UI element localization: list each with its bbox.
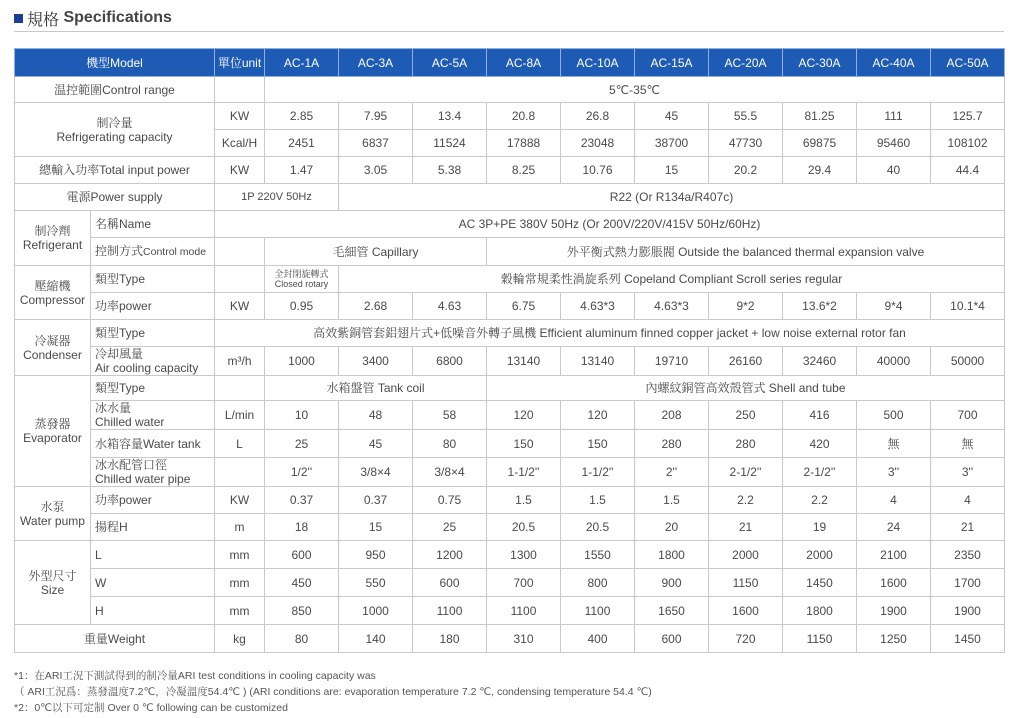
- title-cn: 規格: [27, 11, 60, 29]
- model-col: AC-3A: [339, 49, 413, 77]
- table-row: 總輸入功率Total input power KW 1.47 3.05 5.38 8.25 10.76 15 20.2 29.4 40 44.4: [15, 157, 1005, 184]
- title-square-icon: [14, 14, 23, 23]
- unit-header: 單位unit: [215, 49, 265, 77]
- table-row: 揚程H m 18 15 25 20.5 20.5 20 21 19 24 21: [15, 514, 1005, 541]
- footnote: *2：0℃以下可定制 Over 0 ℃ following can be customized: [14, 702, 288, 714]
- table-row: 重量Weight kg 80 140 180 310 400 600 720 1150 1250 1450: [15, 625, 1005, 653]
- table-row: 冷却風量 Air cooling capacity m³/h 1000 3400 6800 13140 13140 19710 26160 32460 40000 50000: [15, 347, 1005, 376]
- footnote: *1：在ARI工況下測試得到的制冷量ARI test conditions in cooling capacity was: [14, 670, 376, 682]
- table-row: 水泵 Water pump 功率power KW 0.37 0.37 0.75 1.5 1.5 1.5 2.2 2.2 4 4: [15, 487, 1005, 514]
- title-en: Specifications: [63, 9, 172, 26]
- compressor-label: 壓縮機 Compressor: [15, 266, 91, 320]
- table-row: 冷凝器 Condenser 類型Type 高效紫銅管套鋁翅片式+低噪音外轉子風機 Efficient aluminum finned copper jacket + low noise external rotor fan: [15, 320, 1005, 347]
- model-col: AC-30A: [783, 49, 857, 77]
- table-row: 外型尺寸 Size L mm 600 950 1200 1300 1550 1800 2000 2000 2100 2350: [15, 541, 1005, 569]
- control-range-value: 5℃-35℃: [265, 77, 1005, 103]
- table-row: 功率power KW 0.95 2.68 4.63 6.75 4.63*3 4.63*3 9*2 13.6*2 9*4 10.1*4: [15, 293, 1005, 320]
- table-row: W mm 450 550 600 700 800 900 1150 1450 1600 1700: [15, 569, 1005, 597]
- total-input-label: 總輸入功率Total input power: [15, 157, 215, 184]
- model-header: 機型Model: [15, 49, 215, 77]
- table-row: 制冷量 Refrigerating capacity KW 2.85 7.95 13.4 20.8 26.8 45 55.5 81.25 111 125.7: [15, 103, 1005, 130]
- footnote: （ ARI工況爲：蒸發溫度7.2℃，冷凝溫度54.4℃ ) (ARI conditions are: evaporation temperature 7.2 ℃, condensing temperature 54.4 ℃): [14, 686, 652, 698]
- power-supply-label: 電源Power supply: [15, 184, 215, 211]
- table-row: 制冷劑 Refrigerant 名稱Name AC 3P+PE 380V 50Hz (Or 200V/220V/415V 50Hz/60Hz): [15, 211, 1005, 238]
- model-col: AC-15A: [635, 49, 709, 77]
- weight-label: 重量Weight: [15, 625, 215, 653]
- refrigerating-label: 制冷量 Refrigerating capacity: [15, 103, 215, 157]
- size-label: 外型尺寸 Size: [15, 541, 91, 625]
- model-col: AC-5A: [413, 49, 487, 77]
- table-row: 水箱容量Water tank L 25 45 80 150 150 280 280 420 無 無: [15, 430, 1005, 458]
- footnotes: [14, 668, 1004, 716]
- model-col: AC-10A: [561, 49, 635, 77]
- section-title: [14, 6, 172, 30]
- model-col: AC-40A: [857, 49, 931, 77]
- model-col: AC-50A: [931, 49, 1005, 77]
- table-row: Kcal/H 2451 6837 11524 17888 23048 38700 47730 69875 95460 108102: [15, 130, 1005, 157]
- table-row: [15, 77, 1005, 103]
- header-row: [15, 49, 1005, 77]
- table-row: 冰水配管口徑 Chilled water pipe 1/2'' 3/8×4 3/8×4 1-1/2'' 1-1/2'' 2'' 2-1/2'' 2-1/2'' 3'' 3'': [15, 458, 1005, 487]
- table-row: 冰水量 Chilled water L/min 10 48 58 120 120 208 250 416 500 700: [15, 401, 1005, 430]
- condenser-label: 冷凝器 Condenser: [15, 320, 91, 376]
- control-range-label: 温控範圍Control range: [15, 77, 215, 103]
- model-col: AC-20A: [709, 49, 783, 77]
- spec-table: [14, 48, 1005, 653]
- title-divider: [14, 31, 1004, 32]
- model-col: AC-1A: [265, 49, 339, 77]
- table-row: 蒸發器 Evaporator 類型Type 水箱盤管 Tank coil 內螺紋銅管高效殼管式 Shell and tube: [15, 376, 1005, 401]
- evaporator-label: 蒸發器 Evaporator: [15, 376, 91, 487]
- table-row: 電源Power supply 1P 220V 50Hz R22 (Or R134a/R407c): [15, 184, 1005, 211]
- table-row: H mm 850 1000 1100 1100 1100 1650 1600 1800 1900 1900: [15, 597, 1005, 625]
- model-col: AC-8A: [487, 49, 561, 77]
- refrigerant-label: 制冷劑 Refrigerant: [15, 211, 91, 266]
- table-row: 壓縮機 Compressor 類型Type 全封閉旋轉式 Closed rotary 穀輪常規柔性渦旋系列 Copeland Compliant Scroll series regular: [15, 266, 1005, 293]
- pump-label: 水泵 Water pump: [15, 487, 91, 541]
- table-row: 控制方式Control mode 毛細管 Capillary 外平衡式熱力膨脹閥 Outside the balanced thermal expansion valve: [15, 238, 1005, 266]
